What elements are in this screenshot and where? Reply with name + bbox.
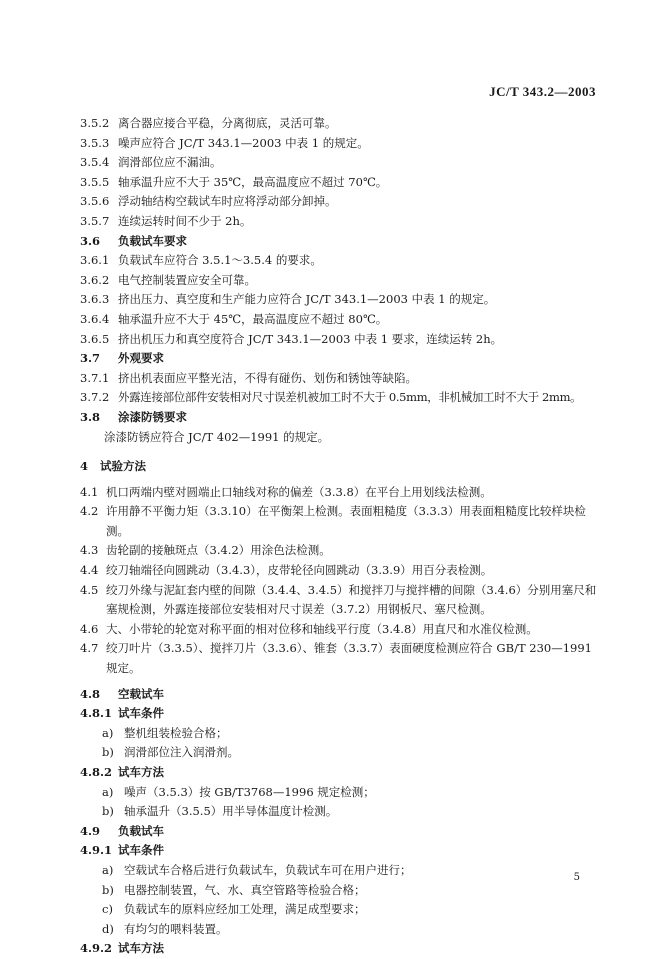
clause-row [80, 502, 600, 541]
clause-row [80, 581, 600, 620]
clause-text: 外露连接部位部件安装相对尺寸误差机被加工时不大于 0.5mm，非机械加工时不大于 2mm。 [118, 390, 582, 405]
clause-number: 3.6.2 [80, 272, 110, 287]
clause-row [80, 561, 600, 581]
section-3-5-list [80, 114, 600, 232]
section-number: 4.9 [80, 823, 101, 838]
list-marker: b) [102, 804, 114, 819]
list-marker: b) [102, 745, 114, 760]
section-heading-4-8 [80, 685, 600, 705]
clause-number: 3.5.7 [80, 213, 110, 228]
list-item [80, 900, 600, 920]
section-number: 4 [80, 459, 89, 474]
clause-text: 挤出机表面应平整光洁，不得有碰伤、划伤和锈蚀等缺陷。 [118, 370, 417, 385]
list-item-text: 整机组装检验合格； [124, 725, 228, 740]
section-number: 3.6 [80, 233, 101, 248]
list-item-text: 有均匀的喂料装置。 [124, 921, 228, 936]
clause-text: 润滑部位应不漏油。 [118, 155, 222, 170]
section-heading-4 [80, 457, 600, 477]
list-item-text: 润滑部位注入润滑剂。 [124, 745, 239, 760]
section-number: 3.7 [80, 351, 101, 366]
clause-number: 4.1 [80, 484, 99, 499]
clause-number: 3.6.5 [80, 331, 110, 346]
clause-row [80, 114, 600, 134]
section-number: 4.8.2 [80, 765, 113, 779]
list-item [80, 743, 600, 763]
clause-body-3-8: 涂漆防锈应符合 JC/T 402—1991 的规定。 [104, 429, 330, 444]
section-number: 4.8.1 [80, 706, 113, 721]
standard-code-header: JC/T 343.2—2003 [489, 84, 596, 99]
list-item-text: 电器控制装置，气、水、真空管路等检验合格； [124, 882, 366, 897]
clause-row [80, 251, 600, 271]
section-heading-3-8 [80, 408, 600, 428]
clause-row [80, 271, 600, 291]
list-marker: c) [102, 902, 113, 917]
clause-row [80, 212, 600, 232]
section-title: 试验方法 [100, 459, 146, 474]
clause-text: 电气控制装置应安全可靠。 [118, 272, 256, 287]
clause-number: 3.6.4 [80, 311, 110, 326]
clause-number: 3.6.3 [80, 292, 110, 307]
list-marker: a) [102, 784, 114, 799]
clause-row [80, 134, 600, 154]
clause-number: 3.5.4 [80, 155, 110, 170]
clause-number: 3.5.5 [80, 174, 110, 189]
section-title: 负载试车 [118, 823, 164, 838]
section-heading-4-9-2 [80, 939, 600, 959]
clause-number: 4.3 [80, 543, 99, 558]
list-item [80, 802, 600, 822]
list-item [80, 724, 600, 744]
clause-row [80, 173, 600, 193]
clause-text: 绞刀轴端径向圆跳动（3.4.3），皮带轮径向圆跳动（3.3.9）用百分表检测。 [106, 563, 493, 578]
clause-row [80, 620, 600, 640]
list-item-text: 负载试车的原料应经加工处理，满足成型要求； [124, 902, 366, 917]
list-marker: b) [102, 882, 114, 897]
section-number: 4.8 [80, 686, 101, 701]
clause-text: 绞刀叶片（3.3.5）、搅拌刀片（3.3.6）、锥套（3.3.7）表面硬度检测应符合 GB/T 230—1991 规定。 [106, 641, 592, 676]
clause-text: 绞刀外缘与泥缸套内壁的间隙（3.4.4、3.4.5）和搅拌刀与搅拌槽的间隙（3.4.6）分别用塞尺和塞规检测，外露连接部位安装相对尺寸误差（3.7.2）用钢板尺、塞尺检测。 [106, 582, 597, 617]
section-title: 空载试车 [118, 686, 164, 701]
clause-text: 噪声应符合 JC/T 343.1—2003 中表 1 的规定。 [118, 135, 369, 150]
clause-number: 3.7.1 [80, 370, 110, 385]
section-title: 涂漆防锈要求 [118, 409, 187, 424]
clause-number: 4.5 [80, 582, 99, 597]
section-heading-3-7 [80, 349, 600, 369]
clause-number: 4.6 [80, 621, 99, 636]
section-title: 试车条件 [118, 843, 164, 858]
clause-row [80, 388, 600, 408]
page-number: 5 [573, 872, 580, 883]
clause-text: 挤出机压力和真空度符合 JC/T 343.1—2003 中表 1 要求，连续运转 2h。 [118, 331, 503, 346]
section-number: 4.9.2 [80, 941, 113, 956]
clause-row [80, 369, 600, 389]
section-heading-3-6 [80, 232, 600, 252]
section-heading-4-9-1 [80, 841, 600, 861]
list-marker: a) [102, 725, 114, 740]
list-item [80, 783, 600, 803]
clause-number: 3.5.2 [80, 116, 110, 130]
spacer [80, 447, 600, 457]
clause-text: 机口两端内壁对圆端止口轴线对称的偏差（3.3.8）在平台上用划线法检测。 [106, 484, 492, 499]
clause-text: 连续运转时间不少于 2h。 [118, 213, 252, 228]
section-number: 3.8 [80, 409, 101, 424]
clause-row [80, 483, 600, 503]
clause-text: 浮动轴结构空载试车时应将浮动部分卸掉。 [118, 194, 337, 209]
clause-number: 4.4 [80, 563, 99, 578]
clause-row [80, 290, 600, 310]
clause-row [80, 639, 600, 678]
clause-number: 3.6.1 [80, 253, 110, 268]
clause-text: 负载试车应符合 3.5.1～3.5.4 的要求。 [118, 253, 322, 268]
section-heading-4-9 [80, 822, 600, 842]
clause-text: 挤出压力、真空度和生产能力应符合 JC/T 343.1—2003 中表 1 的规定。 [118, 292, 496, 307]
clause-text: 轴承温升应不大于 45℃，最高温度应不超过 80℃。 [118, 311, 388, 326]
clause-text: 许用静不平衡力矩（3.3.10）在平衡架上检测。表面粗糙度（3.3.3）用表面粗糙度比较样块检测。 [106, 504, 586, 538]
section-number: 4.9.1 [80, 843, 113, 858]
section-title: 试车条件 [118, 706, 164, 721]
clause-number: 3.7.2 [80, 390, 110, 405]
section-title: 试车方法 [118, 765, 164, 779]
list-item-text: 噪声（3.5.3）按 GB/T3768—1996 规定检测； [124, 784, 375, 799]
clause-row [80, 541, 600, 561]
clause-text: 离合器应接合平稳，分离彻底，灵活可靠。 [118, 116, 337, 130]
clause-text: 齿轮副的接触斑点（3.4.2）用涂色法检测。 [106, 543, 331, 558]
clause-number: 4.7 [80, 641, 99, 656]
clause-row [80, 192, 600, 212]
list-marker: a) [102, 862, 114, 877]
list-item-text: 空载试车合格后进行负载试车，负载试车可在用户进行； [124, 862, 412, 877]
clause-number: 3.5.6 [80, 194, 110, 209]
section-heading-4-8-1 [80, 704, 600, 724]
clause-row [80, 330, 600, 350]
list-item [80, 861, 600, 881]
section-title: 试车方法 [118, 941, 164, 956]
document-body [80, 114, 600, 959]
section-title: 外观要求 [118, 351, 164, 366]
clause-text: 轴承温升应不大于 35℃，最高温度应不超过 70℃。 [118, 174, 388, 189]
clause-number: 3.5.3 [80, 135, 110, 150]
list-marker: d) [102, 921, 114, 936]
section-title: 负载试车要求 [118, 233, 187, 248]
clause-text: 大、小带轮的轮宽对称平面的相对位移和轴线平行度（3.4.8）用直尺和水准仪检测。 [106, 621, 538, 636]
clause-row [80, 310, 600, 330]
clause-row [80, 153, 600, 173]
list-item-text: 轴承温升（3.5.5）用半导体温度计检测。 [124, 804, 338, 819]
clause-number: 4.2 [80, 504, 99, 519]
list-item [80, 920, 600, 940]
list-item [80, 881, 600, 901]
section-heading-4-8-2 [80, 763, 600, 783]
